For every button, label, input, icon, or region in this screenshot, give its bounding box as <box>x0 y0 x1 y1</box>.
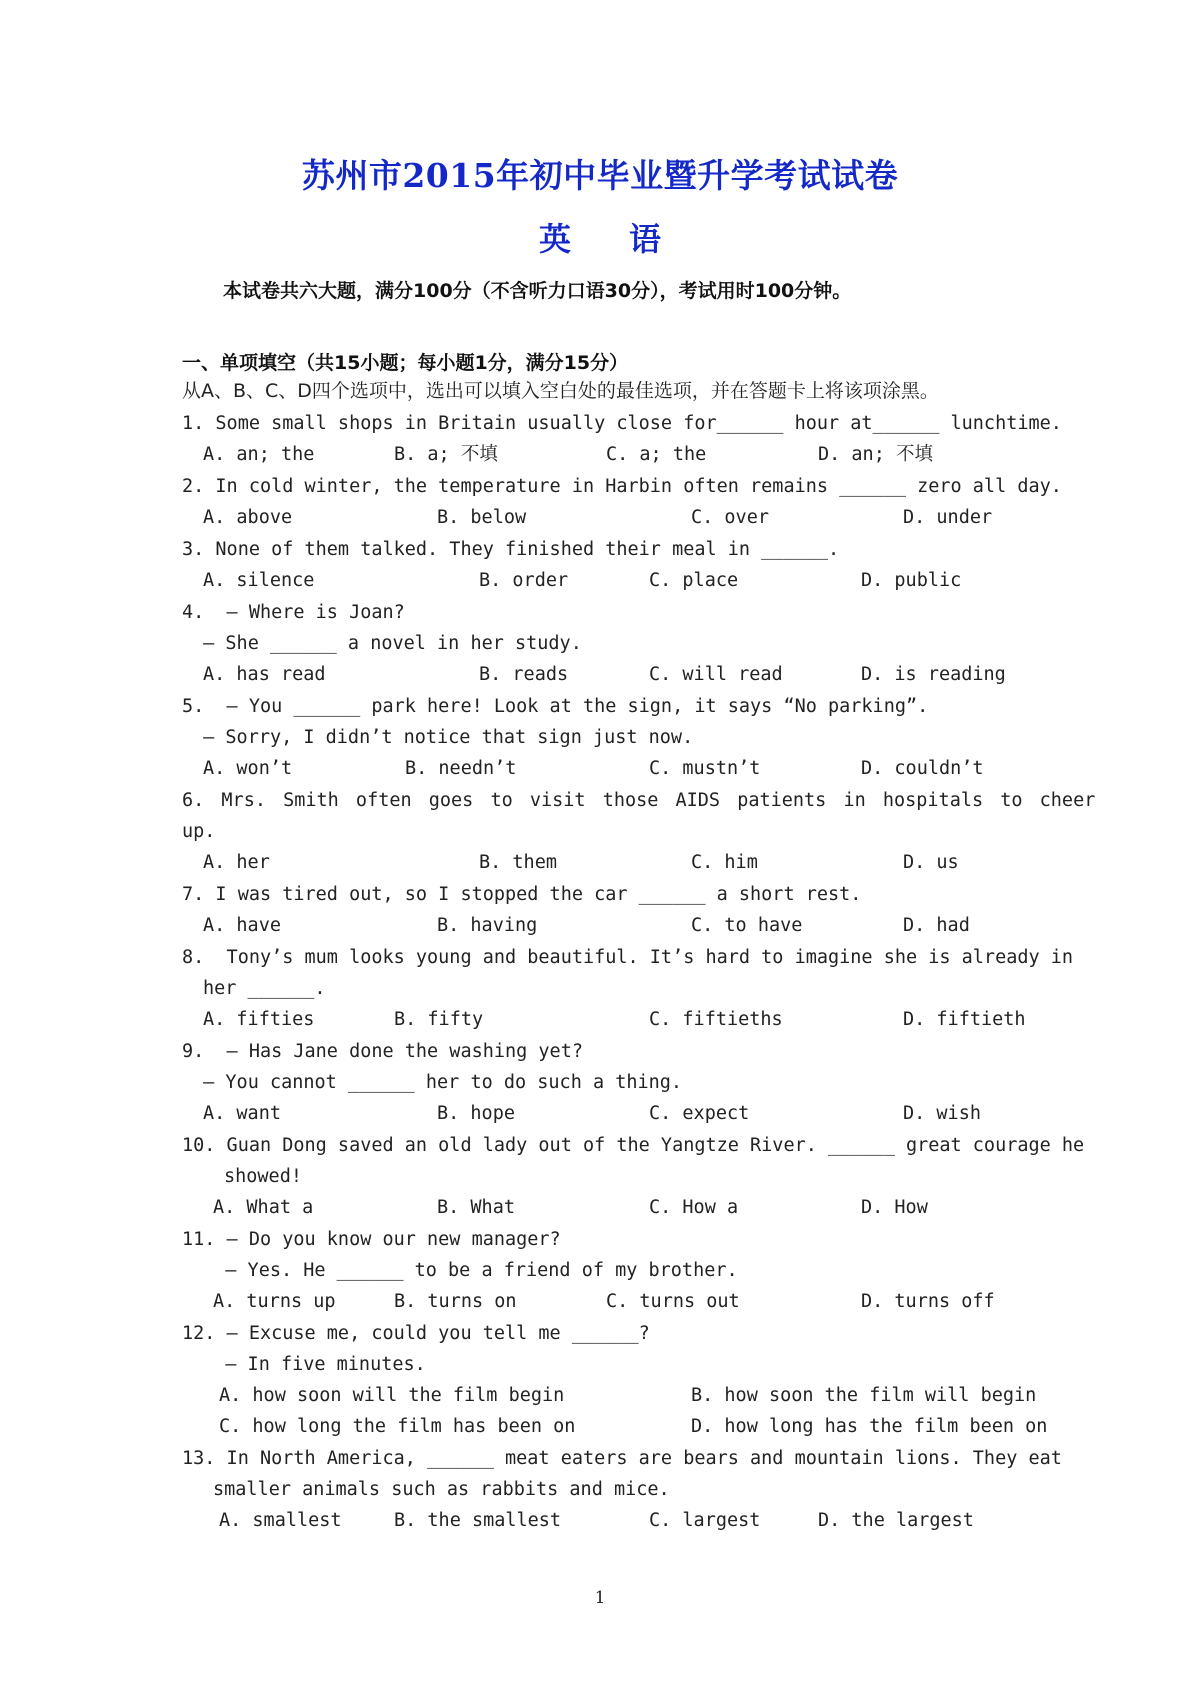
question-8-option-c: C. fiftieths <box>649 1009 783 1030</box>
question-4-stem: 4. — Where is Joan? <box>182 602 405 623</box>
question-7-option-c: C. to have <box>691 915 803 936</box>
question-9-option-a: A. want <box>203 1103 281 1124</box>
question-12-option-d: D. how long has the film been on <box>691 1416 1048 1437</box>
page-number: 1 <box>594 1588 606 1608</box>
question-3-option-c: C. place <box>649 570 739 591</box>
question-7-option-b: B. having <box>437 915 538 936</box>
question-10-option-d: D. How <box>861 1197 928 1218</box>
question-8-option-d: D. fiftieth <box>903 1009 1026 1030</box>
question-8-stem-line-2: her ______. <box>203 978 326 999</box>
question-6-option-c: C. him <box>691 852 758 873</box>
question-12-option-a: A. how soon will the film begin <box>219 1385 565 1406</box>
question-2-stem: 2. In cold winter, the temperature in Harbin often remains ______ zero all day. <box>182 476 1062 497</box>
question-5-stem: 5. — You ______ park here! Look at the sign, it says “No parking”. <box>182 696 929 717</box>
question-6-option-b: B. them <box>479 852 557 873</box>
exam-title: 苏州市2015年初中毕业暨升学考试试卷 <box>301 156 899 195</box>
question-2-option-a: A. above <box>203 507 293 528</box>
question-8-option-a: A. fifties <box>203 1009 315 1030</box>
question-2-option-c: C. over <box>691 507 769 528</box>
question-8-stem: 8. Tony’s mum looks young and beautiful. It’s hard to imagine she is already in <box>182 947 1074 968</box>
question-10-option-a: A. What a <box>213 1197 314 1218</box>
question-3-option-b: B. order <box>479 570 569 591</box>
question-9-stem-line-2: — You cannot ______ her to do such a thing. <box>192 1072 683 1093</box>
question-7-option-d: D. had <box>903 915 970 936</box>
question-8-option-b: B. fifty <box>394 1009 484 1030</box>
question-13-option-d: D. the largest <box>818 1510 974 1531</box>
exam-subtitle: 本试卷共六大题，满分100分（不含听力口语30分），考试用时100分钟。 <box>223 280 852 302</box>
question-12-option-c: C. how long the film has been on <box>219 1416 576 1437</box>
question-6-option-a: A. her <box>203 852 270 873</box>
question-11-option-c: C. turns out <box>606 1291 740 1312</box>
question-10-stem-line-2: showed! <box>224 1166 302 1187</box>
question-9-option-d: D. wish <box>903 1103 981 1124</box>
question-5-option-d: D. couldn’t <box>861 758 984 779</box>
question-4-stem-line-2: — She ______ a novel in her study. <box>192 633 582 654</box>
question-12-stem: 12. — Excuse me, could you tell me ______? <box>182 1323 650 1344</box>
question-7-stem: 7. I was tired out, so I stopped the car ______ a short rest. <box>182 884 862 905</box>
question-12-option-b: B. how soon the film will begin <box>691 1385 1037 1406</box>
question-5-option-a: A. won’t <box>203 758 293 779</box>
question-11-option-b: B. turns on <box>394 1291 517 1312</box>
question-3-option-a: A. silence <box>203 570 315 591</box>
question-4-option-d: D. is reading <box>861 664 1006 685</box>
question-10-option-b: B. What <box>437 1197 515 1218</box>
question-11-option-d: D. turns off <box>861 1291 995 1312</box>
question-4-option-b: B. reads <box>479 664 569 685</box>
question-1-stem: 1. Some small shops in Britain usually close for______ hour at______ lunchtime. <box>182 413 1062 434</box>
question-10-stem: 10. Guan Dong saved an old lady out of the Yangtze River. ______ great courage he <box>182 1135 1085 1156</box>
question-2-option-b: B. below <box>437 507 527 528</box>
question-11-stem-line-2: — Yes. He ______ to be a friend of my brother. <box>203 1260 738 1281</box>
question-1-option-b: B. a; 不填 <box>394 444 498 465</box>
subject-title: 英语 <box>538 220 719 258</box>
question-4-option-c: C. will read <box>649 664 783 685</box>
question-11-option-a: A. turns up <box>213 1291 336 1312</box>
question-9-stem: 9. — Has Jane done the washing yet? <box>182 1041 583 1062</box>
question-6-option-d: D. us <box>903 852 959 873</box>
question-13-stem: 13. In North America, ______ meat eaters are bears and mountain lions. They eat <box>182 1448 1062 1469</box>
question-13-option-a: A. smallest <box>219 1510 342 1531</box>
question-5-stem-line-2: — Sorry, I didn’t notice that sign just now. <box>192 727 694 748</box>
question-1-option-c: C. a; the <box>606 444 707 465</box>
question-9-option-c: C. expect <box>649 1103 750 1124</box>
section-title: 一、单项填空（共15小题；每小题1分，满分15分） <box>182 352 629 374</box>
question-9-option-b: B. hope <box>437 1103 515 1124</box>
question-6-stem: 6. Mrs. Smith often goes to visit those AIDS patients in hospitals to cheer <box>182 790 1096 811</box>
question-1-option-d: D. an; 不填 <box>818 444 933 465</box>
question-12-stem-line-2: — In five minutes. <box>203 1354 426 1375</box>
question-3-option-d: D. public <box>861 570 962 591</box>
question-13-stem-line-2: smaller animals such as rabbits and mice. <box>213 1479 670 1500</box>
question-11-stem: 11. — Do you know our new manager? <box>182 1229 561 1250</box>
section-instruction: 从A、B、C、D四个选项中，选出可以填入空白处的最佳选项，并在答题卡上将该项涂黑。 <box>182 380 939 402</box>
question-4-option-a: A. has read <box>203 664 326 685</box>
question-13-option-b: B. the smallest <box>394 1510 562 1531</box>
question-7-option-a: A. have <box>203 915 281 936</box>
question-1-option-a: A. an; the <box>203 444 315 465</box>
question-6-stem-line-2: up. <box>182 821 216 842</box>
question-13-option-c: C. largest <box>649 1510 761 1531</box>
question-10-option-c: C. How a <box>649 1197 739 1218</box>
question-5-option-b: B. needn’t <box>405 758 517 779</box>
question-5-option-c: C. mustn’t <box>649 758 761 779</box>
question-2-option-d: D. under <box>903 507 993 528</box>
question-3-stem: 3. None of them talked. They finished their meal in ______. <box>182 539 840 560</box>
